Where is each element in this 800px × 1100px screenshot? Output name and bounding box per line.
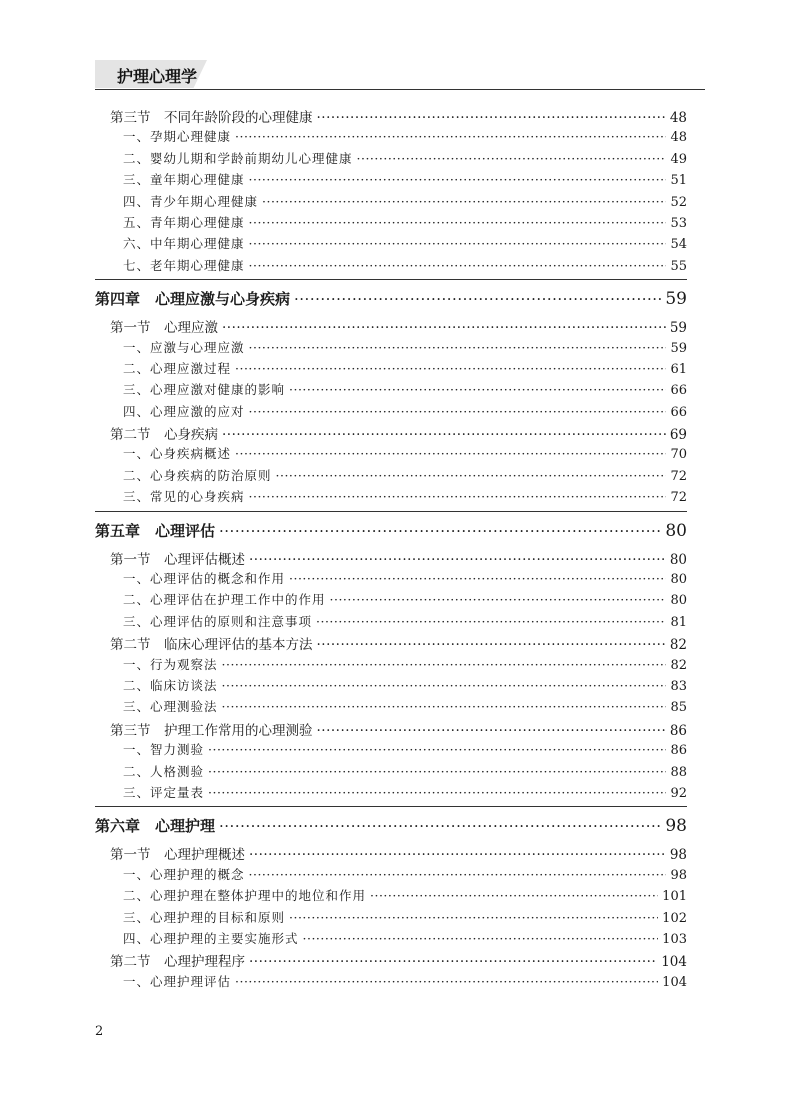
dot-leader: [235, 974, 658, 989]
toc-item-title: 二、心理护理在整体护理中的地位和作用: [123, 888, 367, 904]
dot-leader: [249, 847, 666, 863]
toc-item-title: 一、孕期心理健康: [123, 129, 232, 145]
toc-page-number: 83: [670, 678, 687, 694]
toc-section-row[interactable]: [95, 950, 687, 971]
toc-item-row[interactable]: [95, 676, 687, 697]
dot-leader: [208, 785, 666, 800]
toc-page-number: 82: [669, 637, 687, 654]
toc-item-title: 二、心理评估在护理工作中的作用: [123, 592, 326, 608]
book-title: 护理心理学: [117, 67, 198, 86]
toc-item-title: 五、青年期心理健康: [123, 214, 245, 230]
page-number: 2: [95, 1024, 104, 1039]
toc-item-title: 四、青少年期心理健康: [123, 193, 259, 209]
toc-page-number: 104: [662, 974, 687, 990]
dot-leader: [294, 290, 661, 308]
toc-item-row[interactable]: [95, 127, 687, 148]
dot-leader: [235, 446, 666, 461]
toc-page-number: 48: [670, 130, 687, 146]
toc-page-number: 80: [670, 593, 687, 609]
dot-leader: [249, 404, 667, 419]
running-header: [95, 58, 705, 90]
header-rule: [95, 89, 705, 90]
toc-page-number: 49: [670, 151, 687, 167]
dot-leader: [317, 637, 666, 653]
toc-section-row[interactable]: [95, 423, 687, 444]
dot-leader: [289, 382, 666, 397]
toc-chapter-title: 第六章 心理护理: [95, 817, 216, 836]
toc-page-number: 80: [665, 520, 687, 541]
toc-item-title: 一、行为观察法: [123, 656, 218, 672]
toc-page-number: 81: [670, 614, 687, 630]
dot-leader: [249, 172, 667, 187]
toc-page-number: 59: [665, 289, 687, 310]
toc-page-number: 88: [670, 764, 687, 780]
toc-item-title: 二、心理应激过程: [123, 360, 232, 376]
toc-section-title: 第一节 心理评估概述: [110, 551, 245, 568]
toc-page-number: 101: [662, 889, 687, 905]
toc-page-number: 80: [669, 551, 687, 568]
toc-section-row[interactable]: [95, 316, 687, 337]
dot-leader: [249, 954, 657, 970]
dot-leader: [357, 151, 667, 166]
toc-page-number: 53: [670, 215, 687, 231]
dot-leader: [219, 817, 661, 835]
toc-item-row[interactable]: [95, 234, 687, 255]
toc-item-title: 二、临床访谈法: [123, 677, 218, 693]
toc-item-row[interactable]: [95, 783, 687, 804]
toc-item-row[interactable]: [95, 338, 687, 359]
toc-page-number: 80: [670, 572, 687, 588]
toc-section-title: 第三节 不同年龄阶段的心理健康: [110, 110, 313, 126]
table-of-contents: [95, 106, 687, 993]
toc-section-title: 第一节 心理应激: [110, 320, 218, 337]
dot-leader: [317, 110, 666, 126]
toc-item-title: 七、老年期心理健康: [123, 257, 245, 273]
dot-leader: [317, 723, 666, 739]
toc-page-number: 102: [662, 910, 687, 926]
dot-leader: [235, 361, 666, 376]
dot-leader: [289, 571, 666, 586]
toc-item-title: 三、心理评估的原则和注意事项: [123, 613, 313, 629]
dot-leader: [370, 888, 658, 903]
toc-page-number: 72: [670, 490, 687, 506]
dot-leader: [249, 340, 667, 355]
toc-item-title: 一、心理护理评估: [123, 973, 232, 989]
toc-item-row[interactable]: [95, 612, 687, 633]
toc-page-number: 92: [670, 785, 687, 801]
dot-leader: [289, 910, 658, 925]
dot-leader: [222, 427, 666, 443]
toc-item-row[interactable]: [95, 762, 687, 783]
toc-page-number: 70: [670, 447, 687, 463]
toc-section-title: 第二节 心身疾病: [110, 427, 218, 444]
toc-item-title: 三、常见的心身疾病: [123, 489, 245, 505]
toc-item-title: 三、心理应激对健康的影响: [123, 382, 286, 398]
toc-section-row[interactable]: [95, 548, 687, 569]
toc-item-row[interactable]: [95, 402, 687, 423]
toc-section-title: 第二节 心理护理程序: [110, 954, 245, 971]
dot-leader: [222, 657, 667, 672]
toc-item-row[interactable]: [95, 213, 687, 234]
toc-page-number: 69: [669, 427, 687, 444]
dot-leader: [249, 552, 666, 568]
dot-leader: [249, 258, 667, 273]
toc-item-title: 一、心理评估的概念和作用: [123, 571, 286, 587]
toc-section-row[interactable]: [95, 106, 687, 127]
toc-page-number: 72: [670, 468, 687, 484]
toc-chapter-title: 第四章 心理应激与心身疾病: [95, 290, 291, 309]
toc-item-row[interactable]: [95, 359, 687, 380]
toc-page-number: 86: [670, 743, 687, 759]
toc-item-row[interactable]: [95, 590, 687, 611]
dot-leader: [316, 614, 666, 629]
toc-page-number: 82: [670, 657, 687, 673]
toc-item-row[interactable]: [95, 908, 687, 929]
toc-item-row[interactable]: [95, 466, 687, 487]
dot-leader: [235, 129, 666, 144]
toc-item-title: 六、中年期心理健康: [123, 236, 245, 252]
toc-page-number: 51: [670, 173, 687, 189]
toc-item-title: 一、心理护理的概念: [123, 866, 245, 882]
dot-leader: [222, 678, 667, 693]
toc-item-row[interactable]: [95, 192, 687, 213]
dot-leader: [208, 742, 666, 757]
toc-section-row[interactable]: [95, 719, 687, 740]
dot-leader: [249, 867, 667, 882]
toc-page-number: 54: [670, 237, 687, 253]
dot-leader: [222, 320, 666, 336]
toc-section-title: 第一节 心理护理概述: [110, 847, 245, 864]
toc-item-row[interactable]: [95, 972, 687, 993]
toc-item-row[interactable]: [95, 256, 687, 277]
toc-section-title: 第二节 临床心理评估的基本方法: [110, 637, 313, 654]
toc-page-number: 104: [661, 954, 687, 971]
toc-item-row[interactable]: [95, 740, 687, 761]
toc-page-number: 98: [669, 847, 687, 864]
toc-page-number: 55: [670, 258, 687, 274]
toc-item-row[interactable]: [95, 865, 687, 886]
toc-section-title: 第三节 护理工作常用的心理测验: [110, 722, 313, 739]
toc-chapter-row[interactable]: [95, 511, 687, 548]
dot-leader: [303, 931, 659, 946]
toc-item-row[interactable]: [95, 380, 687, 401]
toc-item-row[interactable]: [95, 569, 687, 590]
toc-page-number: 59: [670, 340, 687, 356]
toc-page-number: 61: [670, 361, 687, 377]
toc-section-row[interactable]: [95, 843, 687, 864]
dot-leader: [208, 764, 666, 779]
toc-item-row[interactable]: [95, 149, 687, 170]
toc-page-number: 103: [662, 931, 687, 947]
toc-item-title: 一、智力测验: [123, 742, 205, 758]
toc-item-title: 二、婴幼儿期和学龄前期幼儿心理健康: [123, 150, 353, 166]
toc-chapter-row[interactable]: [95, 279, 687, 316]
toc-chapter-row[interactable]: [95, 806, 687, 843]
toc-section-row[interactable]: [95, 633, 687, 654]
toc-page-number: 98: [665, 816, 687, 837]
toc-item-row[interactable]: [95, 697, 687, 718]
toc-item-title: 三、心理护理的目标和原则: [123, 909, 286, 925]
toc-item-row[interactable]: [95, 444, 687, 465]
toc-page-number: 86: [669, 722, 687, 739]
toc-item-title: 四、心理应激的应对: [123, 403, 245, 419]
dot-leader: [249, 489, 667, 504]
toc-item-row[interactable]: [95, 886, 687, 907]
dot-leader: [276, 468, 667, 483]
toc-item-title: 一、应激与心理应激: [123, 339, 245, 355]
toc-page-number: 59: [669, 320, 687, 337]
toc-item-title: 二、人格测验: [123, 763, 205, 779]
toc-item-title: 三、心理测验法: [123, 699, 218, 715]
toc-page-number: 52: [670, 194, 687, 210]
toc-item-title: 三、童年期心理健康: [123, 172, 245, 188]
toc-item-row[interactable]: [95, 655, 687, 676]
dot-leader: [222, 699, 667, 714]
toc-page-number: 66: [670, 404, 687, 420]
toc-chapter-title: 第五章 心理评估: [95, 521, 216, 540]
dot-leader: [249, 215, 667, 230]
toc-item-title: 一、心身疾病概述: [123, 446, 232, 462]
toc-page-number: 85: [670, 700, 687, 716]
dot-leader: [330, 592, 667, 607]
dot-leader: [249, 236, 667, 251]
dot-leader: [262, 194, 666, 209]
toc-item-title: 三、评定量表: [123, 784, 205, 800]
toc-page-number: 48: [669, 110, 687, 126]
toc-page-number: 66: [670, 383, 687, 399]
toc-page-number: 98: [670, 867, 687, 883]
toc-item-title: 二、心身疾病的防治原则: [123, 467, 272, 483]
toc-item-row[interactable]: [95, 487, 687, 508]
dot-leader: [219, 522, 661, 540]
toc-item-row[interactable]: [95, 170, 687, 191]
toc-item-row[interactable]: [95, 929, 687, 950]
toc-item-title: 四、心理护理的主要实施形式: [123, 930, 299, 946]
